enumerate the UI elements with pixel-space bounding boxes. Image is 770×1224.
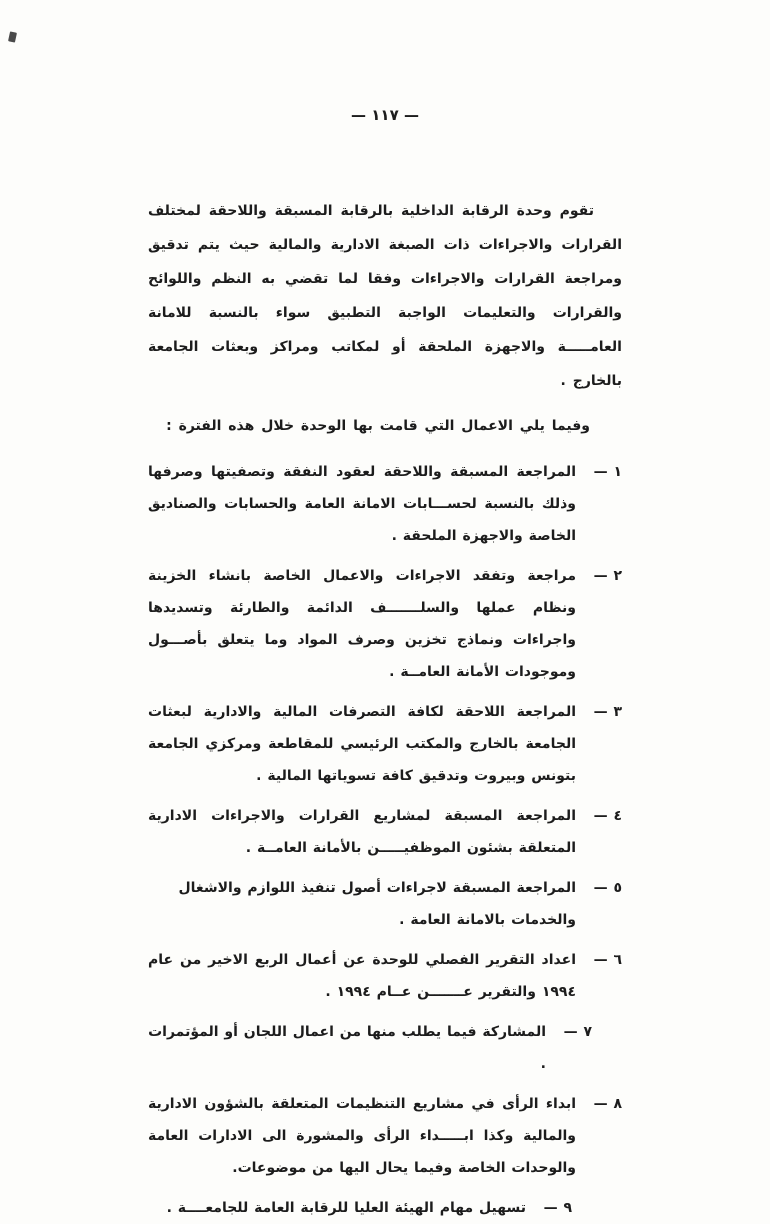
item-number: ٦ — bbox=[593, 952, 622, 968]
item-number: ١ — bbox=[593, 464, 622, 480]
list-item-1 bbox=[148, 456, 622, 552]
item-number: ٤ — bbox=[593, 808, 622, 824]
item-text: مراجعة وتفقد الاجراءات والاعمال الخاصة بانشاء الخزينة ونظام عملها والسلـــــــف الدائمة والطارئة وتسديدها واجراءات ونماذج تخزين وصرف المواد وما يتعلق بأصـــول وموجودات الأمانة العامــة . bbox=[148, 568, 576, 680]
list-item-7 bbox=[148, 1016, 622, 1080]
lead-sentence: وفيما يلي الاعمال التي قامت بها الوحدة خلال هذه الفترة : bbox=[166, 418, 590, 434]
item-text: المراجعة اللاحقة لكافة التصرفات المالية والادارية لبعثات الجامعة بالخارج والمكتب الرئيسي للمقاطعة ومركزي الجامعة بتونس وبيروت وتدقيق كافة تسوياتها المالية . bbox=[148, 704, 576, 784]
intro-paragraph: تقوم وحدة الرقابة الداخلية بالرقابة المسبقة واللاحقة لمختلف القرارات والاجراءات ذات الصبغة الادارية والمالية حيث يتم تدقيق ومراجعة القرارات والاجراءات وفقا لما تقضي به النظم واللوائح والقرارات والتعليمات الواجبة التطبيق سواء بالنسبة للامانة العامـــــة والاجهزة الملحقة أو لمكاتب ومراكز وبعثات الجامعة بالخارج . bbox=[148, 203, 622, 389]
item-text: المراجعة المسبقة لاجراءات أصول تنفيذ اللوازم والاشغال والخدمات بالامانة العامة . bbox=[178, 880, 576, 928]
list-item-6 bbox=[148, 944, 622, 1008]
item-number: ٩ — bbox=[543, 1200, 572, 1216]
item-number: ٥ — bbox=[593, 880, 622, 896]
works-list bbox=[148, 456, 622, 1224]
item-text: اعداد التقرير الفصلي للوحدة عن أعمال الربع الاخير من عام ١٩٩٤ والتقرير عـــــــن عــام ١٩٩٤ . bbox=[148, 952, 576, 1000]
document-content bbox=[148, 0, 622, 1224]
item-text: ابداء الرأى في مشاريع التنظيمات المتعلقة بالشؤون الادارية والمالية وكذا ابـــــداء الرأى والمشورة الى الادارات العامة والوحدات الخاصة وفيما يحال اليها من موضوعات. bbox=[148, 1096, 576, 1176]
list-item-8 bbox=[148, 1088, 622, 1184]
item-number: ٢ — bbox=[593, 568, 622, 584]
list-item-9 bbox=[148, 1192, 622, 1224]
item-text: تسهيل مهام الهيئة العليا للرقابة العامة للجامعــــة . bbox=[166, 1200, 526, 1216]
item-text: المراجعة المسبقة واللاحقة لعقود النفقة وتصفيتها وصرفها وذلك بالنسبة لحســـابات الامانة العامة والحسابات والصناديق الخاصة والاجهزة الملحقة . bbox=[148, 464, 576, 544]
item-text: المراجعة المسبقة لمشاريع القرارات والاجراءات الادارية المتعلقة بشئون الموظفيـــــن بالأمانة العامــة . bbox=[148, 808, 576, 856]
page-number: — ١١٧ — bbox=[351, 106, 419, 124]
list-item-5 bbox=[148, 872, 622, 936]
item-number: ٧ — bbox=[563, 1024, 592, 1040]
item-number: ٣ — bbox=[593, 704, 622, 720]
list-item-4 bbox=[148, 800, 622, 864]
item-text: المشاركة فيما يطلب منها من اعمال اللجان أو المؤتمرات . bbox=[148, 1024, 546, 1072]
list-item-3 bbox=[148, 696, 622, 792]
list-item-2 bbox=[148, 560, 622, 688]
item-number: ٨ — bbox=[593, 1096, 622, 1112]
